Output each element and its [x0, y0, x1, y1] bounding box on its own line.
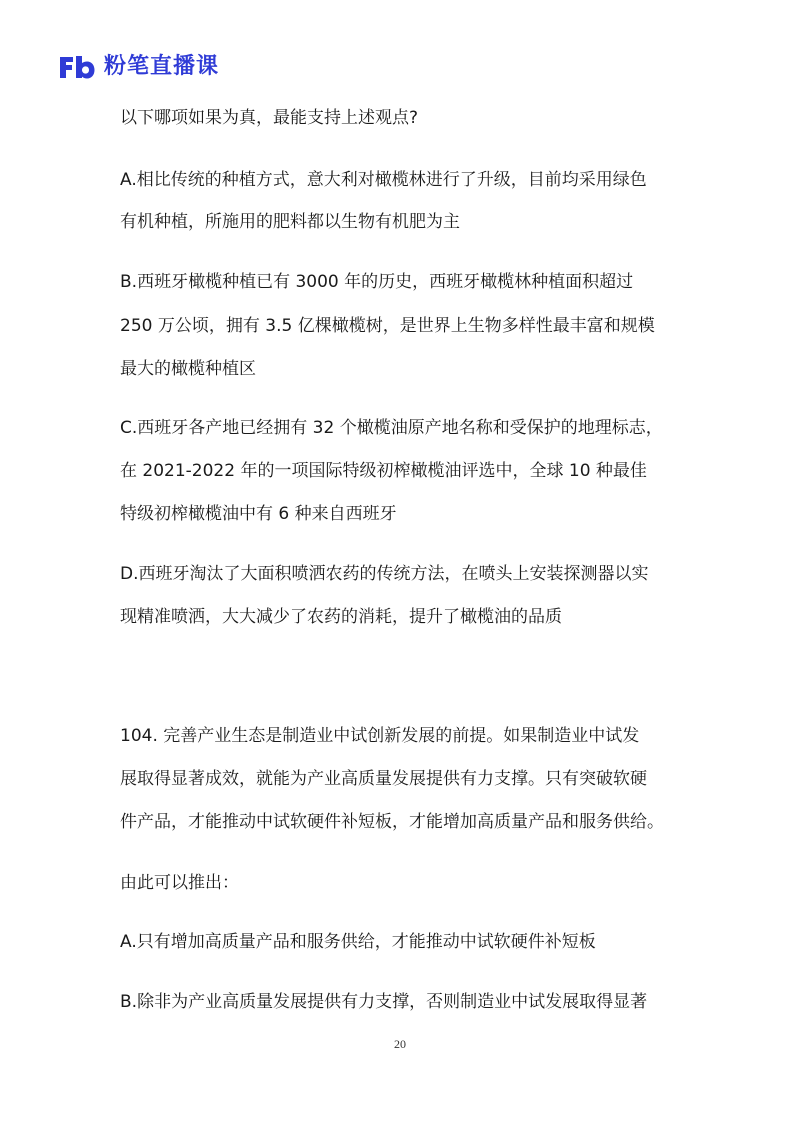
q103-option-b-line-2: 250 万公顷，拥有 3.5 亿棵橄榄树，是世界上生物多样性最丰富和规模	[120, 316, 655, 336]
q103-option-c-line-2: 在 2021-2022 年的一项国际特级初榨橄榄油评选中，全球 10 种最佳	[120, 461, 647, 481]
q103-option-d-line-2: 现精准喷洒，大大减少了农药的消耗，提升了橄榄油的品质	[120, 607, 562, 627]
q103-option-c-line-1: C.西班牙各产地已经拥有 32 个橄榄油原产地名称和受保护的地理标志，	[120, 418, 663, 438]
q104-question: 由此可以推出：	[120, 873, 239, 893]
q103-option-a-line-2: 有机种植，所施用的肥料都以生物有机肥为主	[120, 212, 460, 232]
page-number: 20	[394, 1037, 406, 1051]
logo-text: 粉笔直播课	[104, 54, 220, 79]
q103-option-d-line-1: D.西班牙淘汰了大面积喷洒农药的传统方法，在喷头上安装探测器以实	[120, 564, 649, 584]
q104-option-a: A.只有增加高质量产品和服务供给，才能推动中试软硬件补短板	[120, 932, 596, 952]
q103-option-c-line-3: 特级初榨橄榄油中有 6 种来自西班牙	[120, 504, 397, 524]
q104-stem-line-3: 件产品，才能推动中试软硬件补短板，才能增加高质量产品和服务供给。	[120, 812, 664, 832]
q104-stem-line-1: 104. 完善产业生态是制造业中试创新发展的前提。如果制造业中试发	[120, 726, 640, 746]
q103-option-a-line-1: A.相比传统的种植方式，意大利对橄榄林进行了升级，目前均采用绿色	[120, 170, 647, 190]
q103-question: 以下哪项如果为真，最能支持上述观点?	[120, 108, 419, 128]
q103-option-b-line-1: B.西班牙橄榄种植已有 3000 年的历史，西班牙橄榄林种植面积超过	[120, 272, 634, 292]
q103-option-b-line-3: 最大的橄榄种植区	[120, 359, 256, 379]
fenbi-logo-icon	[58, 54, 96, 80]
q104-option-b: B.除非为产业高质量发展提供有力支撑，否则制造业中试发展取得显著	[120, 992, 648, 1012]
q104-stem-line-2: 展取得显著成效，就能为产业高质量发展提供有力支撑。只有突破软硬	[120, 769, 647, 789]
brand-logo	[58, 52, 219, 82]
